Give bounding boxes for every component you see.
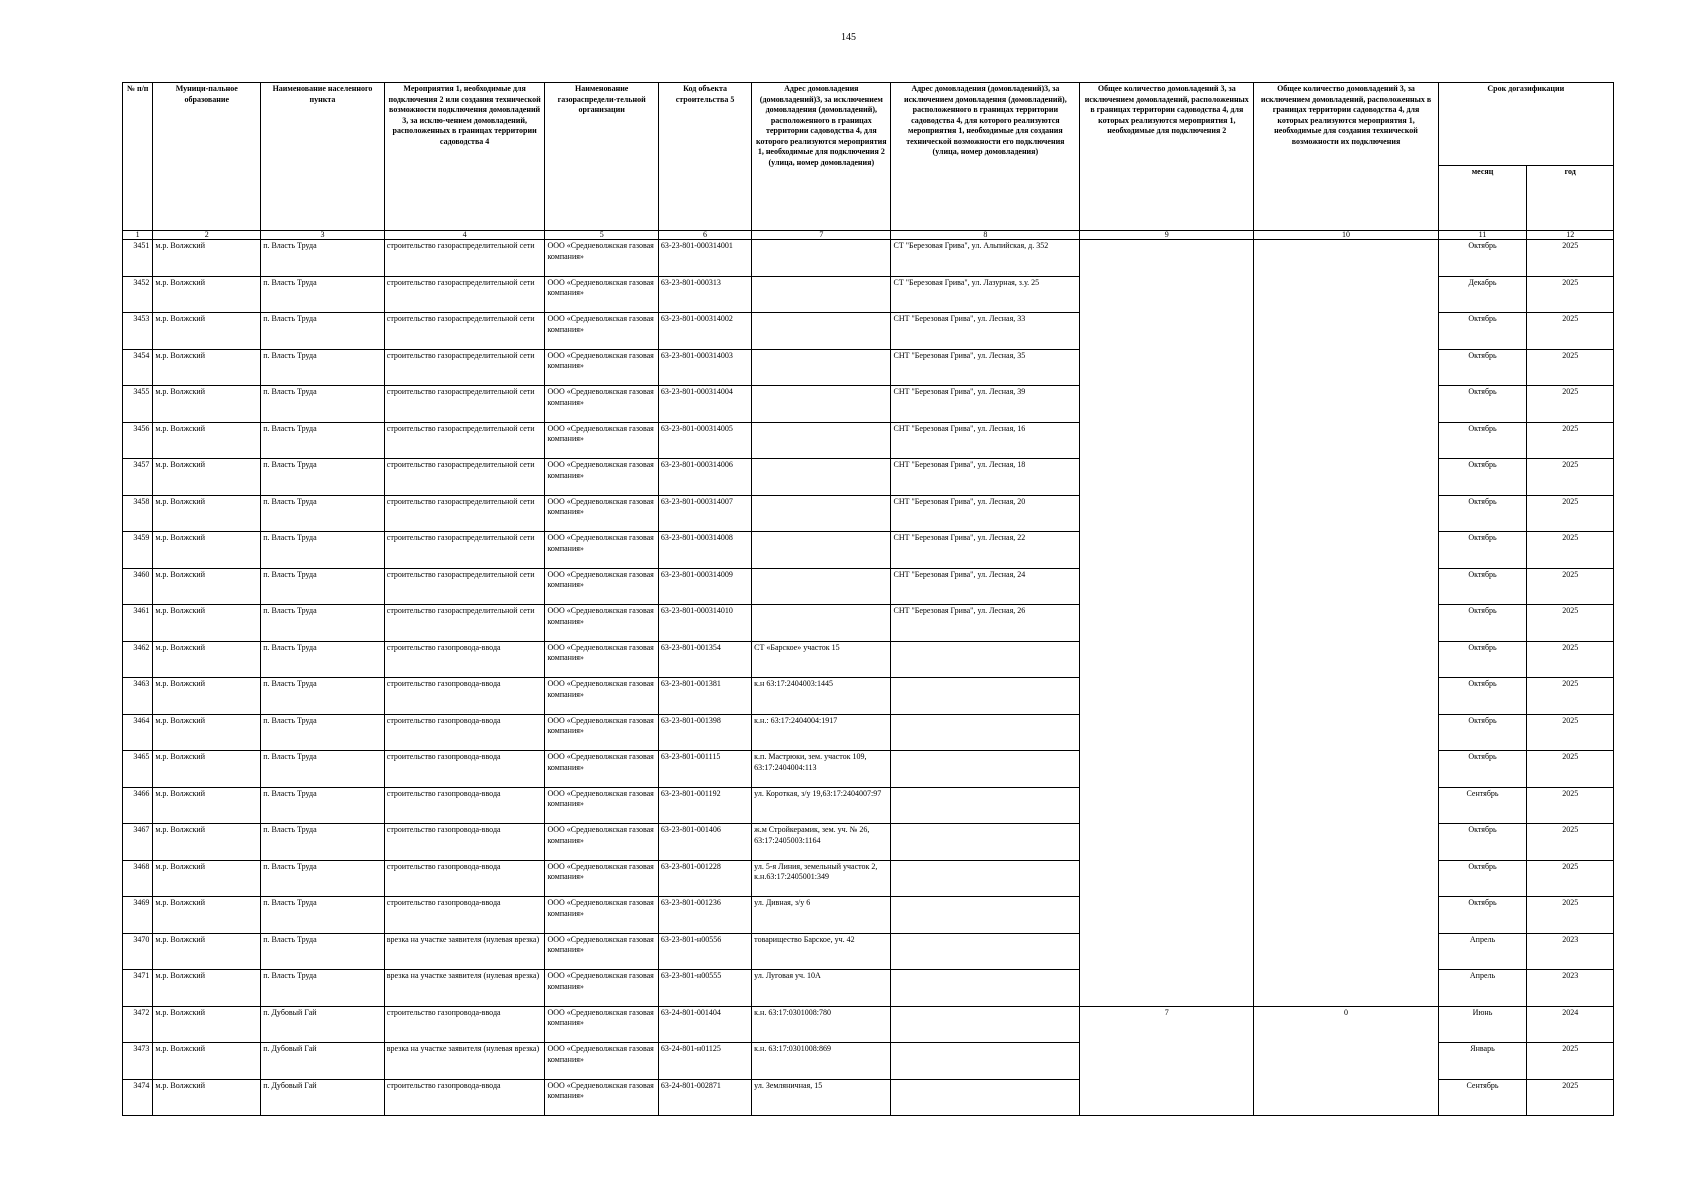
settlement-cell: п. Власть Труда (261, 349, 385, 386)
month-cell: Октябрь (1438, 824, 1527, 861)
header-address-technical: Адрес домовладения (домовладений)3, за исключением домовладения (домовладений), расположенного в границах территории садоводства 4, для которого реализуются мероприятия 1, необходимые для создания технической возможности его подключения (улица, номер домовладения) (891, 83, 1080, 231)
measure-cell: строительство газораспределительной сети (384, 240, 545, 277)
municipality-cell: м.р. Волжский (153, 276, 261, 313)
address-technical-cell (891, 824, 1080, 861)
address-connection-cell: к.н.: 63:17:2404004:1917 (752, 714, 891, 751)
organization-cell: ООО «Средневолжская газовая компания» (545, 1043, 658, 1080)
address-technical-cell (891, 714, 1080, 751)
address-technical-cell (891, 641, 1080, 678)
settlement-cell: п. Власть Труда (261, 933, 385, 970)
address-technical-cell: СНТ "Березовая Грива", ул. Лесная, 33 (891, 313, 1080, 350)
row-number: 3467 (123, 824, 153, 861)
row-number: 3458 (123, 495, 153, 532)
settlement-cell: п. Власть Труда (261, 605, 385, 642)
settlement-cell: п. Власть Труда (261, 714, 385, 751)
address-connection-cell: СТ «Барское» участок 15 (752, 641, 891, 678)
header-number: № п/п (123, 83, 153, 231)
month-cell: Октябрь (1438, 897, 1527, 934)
municipality-cell: м.р. Волжский (153, 641, 261, 678)
address-connection-cell: к.н. 63:17:0301008:869 (752, 1043, 891, 1080)
object-code-cell: 63-23-801-000314003 (658, 349, 751, 386)
object-code-cell: 63-23-801-001381 (658, 678, 751, 715)
measure-cell: строительство газопровода-ввода (384, 860, 545, 897)
organization-cell: ООО «Средневолжская газовая компания» (545, 349, 658, 386)
object-code-cell: 63-23-801-000314008 (658, 532, 751, 569)
address-technical-cell (891, 787, 1080, 824)
object-code-cell: 63-23-801-001228 (658, 860, 751, 897)
month-cell: Сентябрь (1438, 787, 1527, 824)
row-number: 3473 (123, 1043, 153, 1080)
month-cell: Октябрь (1438, 495, 1527, 532)
settlement-cell: п. Власть Труда (261, 386, 385, 423)
settlement-cell: п. Власть Труда (261, 568, 385, 605)
column-number: 6 (658, 231, 751, 240)
address-technical-cell: СНТ "Березовая Грива", ул. Лесная, 26 (891, 605, 1080, 642)
year-cell: 2025 (1527, 678, 1614, 715)
row-number: 3452 (123, 276, 153, 313)
object-code-cell: 63-23-801-000313 (658, 276, 751, 313)
object-code-cell: 63-23-801-001406 (658, 824, 751, 861)
address-technical-cell: СНТ "Березовая Грива", ул. Лесная, 18 (891, 459, 1080, 496)
row-number: 3456 (123, 422, 153, 459)
measure-cell: строительство газораспределительной сети (384, 495, 545, 532)
month-cell: Декабрь (1438, 276, 1527, 313)
month-cell: Октябрь (1438, 860, 1527, 897)
page-number: 145 (841, 32, 856, 43)
object-code-cell: 63-24-801-002871 (658, 1079, 751, 1116)
measure-cell: врезка на участке заявителя (нулевая врезка) (384, 1043, 545, 1080)
measure-cell: строительство газораспределительной сети (384, 532, 545, 569)
row-number: 3463 (123, 678, 153, 715)
month-cell: Октябрь (1438, 240, 1527, 277)
municipality-cell: м.р. Волжский (153, 349, 261, 386)
column-number: 8 (891, 231, 1080, 240)
measure-cell: строительство газопровода-ввода (384, 641, 545, 678)
municipality-cell: м.р. Волжский (153, 459, 261, 496)
month-cell: Январь (1438, 1043, 1527, 1080)
municipality-cell: м.р. Волжский (153, 422, 261, 459)
municipality-cell: м.р. Волжский (153, 897, 261, 934)
organization-cell: ООО «Средневолжская газовая компания» (545, 897, 658, 934)
object-code-cell: 63-23-801-н00556 (658, 933, 751, 970)
row-number: 3457 (123, 459, 153, 496)
header-address-connection: Адрес домовладения (домовладений)3, за исключением домовладения (домовладений), расположенного в границах территории садоводства 4, для которого реализуются мероприятия 1, необходимые для подключения 2 (улица, номер домовладения) (752, 83, 891, 231)
measure-cell: строительство газораспределительной сети (384, 459, 545, 496)
municipality-cell: м.р. Волжский (153, 970, 261, 1007)
address-connection-cell (752, 349, 891, 386)
row-number: 3461 (123, 605, 153, 642)
measure-cell: строительство газопровода-ввода (384, 897, 545, 934)
header-organization: Наименование газораспредели-тельной организации (545, 83, 658, 231)
row-number: 3471 (123, 970, 153, 1007)
month-cell: Октябрь (1438, 714, 1527, 751)
measure-cell: строительство газопровода-ввода (384, 1006, 545, 1043)
municipality-cell: м.р. Волжский (153, 824, 261, 861)
organization-cell: ООО «Средневолжская газовая компания» (545, 824, 658, 861)
row-number: 3465 (123, 751, 153, 788)
settlement-cell: п. Власть Труда (261, 787, 385, 824)
year-cell: 2023 (1527, 970, 1614, 1007)
municipality-cell: м.р. Волжский (153, 751, 261, 788)
row-number: 3454 (123, 349, 153, 386)
address-technical-cell: СНТ "Березовая Грива", ул. Лесная, 35 (891, 349, 1080, 386)
measure-cell: строительство газораспределительной сети (384, 605, 545, 642)
measure-cell: строительство газораспределительной сети (384, 276, 545, 313)
organization-cell: ООО «Средневолжская газовая компания» (545, 860, 658, 897)
address-technical-cell (891, 860, 1080, 897)
header-total-connection: Общее количество домовладений 3, за исключением домовладений, расположенных в границах территории садоводства 4, для которых реализуются мероприятия 1, необходимые для подключения 2 (1080, 83, 1254, 231)
object-code-cell: 63-23-801-000314005 (658, 422, 751, 459)
year-cell: 2023 (1527, 933, 1614, 970)
month-cell: Июнь (1438, 1006, 1527, 1043)
organization-cell: ООО «Средневолжская газовая компания» (545, 605, 658, 642)
address-technical-cell: СНТ "Березовая Грива", ул. Лесная, 22 (891, 532, 1080, 569)
column-number: 5 (545, 231, 658, 240)
address-connection-cell (752, 386, 891, 423)
year-cell: 2025 (1527, 276, 1614, 313)
municipality-cell: м.р. Волжский (153, 1079, 261, 1116)
row-number: 3455 (123, 386, 153, 423)
address-connection-cell (752, 313, 891, 350)
object-code-cell: 63-24-801-н01125 (658, 1043, 751, 1080)
column-number: 9 (1080, 231, 1254, 240)
settlement-cell: п. Власть Труда (261, 276, 385, 313)
table-row (123, 1006, 1614, 1043)
total-connection-cell: 7 (1080, 1006, 1254, 1116)
object-code-cell: 63-23-801-н00555 (658, 970, 751, 1007)
year-cell: 2025 (1527, 897, 1614, 934)
month-cell: Октябрь (1438, 459, 1527, 496)
settlement-cell: п. Власть Труда (261, 641, 385, 678)
year-cell: 2024 (1527, 1006, 1614, 1043)
measure-cell: строительство газораспределительной сети (384, 313, 545, 350)
table-body (123, 240, 1614, 1116)
organization-cell: ООО «Средневолжская газовая компания» (545, 240, 658, 277)
year-cell: 2025 (1527, 240, 1614, 277)
settlement-cell: п. Власть Труда (261, 860, 385, 897)
address-connection-cell (752, 459, 891, 496)
municipality-cell: м.р. Волжский (153, 1043, 261, 1080)
header-deadline: Срок догазификации (1438, 83, 1613, 166)
column-number: 1 (123, 231, 153, 240)
measure-cell: строительство газопровода-ввода (384, 751, 545, 788)
address-connection-cell: товарищество Барское, уч. 42 (752, 933, 891, 970)
column-number: 12 (1527, 231, 1614, 240)
month-cell: Октябрь (1438, 751, 1527, 788)
address-connection-cell: к.н 63:17:2404003:1445 (752, 678, 891, 715)
municipality-cell: м.р. Волжский (153, 1006, 261, 1043)
measure-cell: строительство газораспределительной сети (384, 349, 545, 386)
table-row (123, 240, 1614, 277)
object-code-cell: 63-23-801-000314001 (658, 240, 751, 277)
object-code-cell: 63-23-801-000314002 (658, 313, 751, 350)
municipality-cell: м.р. Волжский (153, 568, 261, 605)
address-technical-cell: СТ "Березовая Грива", ул. Лазурная, з.у. 25 (891, 276, 1080, 313)
month-cell: Апрель (1438, 933, 1527, 970)
year-cell: 2025 (1527, 824, 1614, 861)
organization-cell: ООО «Средневолжская газовая компания» (545, 1079, 658, 1116)
total-connection-cell (1080, 240, 1254, 1007)
municipality-cell: м.р. Волжский (153, 605, 261, 642)
header-month: месяц (1438, 166, 1527, 231)
settlement-cell: п. Власть Труда (261, 678, 385, 715)
organization-cell: ООО «Средневолжская газовая компания» (545, 276, 658, 313)
settlement-cell: п. Власть Труда (261, 495, 385, 532)
organization-cell: ООО «Средневолжская газовая компания» (545, 714, 658, 751)
month-cell: Сентябрь (1438, 1079, 1527, 1116)
month-cell: Октябрь (1438, 605, 1527, 642)
municipality-cell: м.р. Волжский (153, 313, 261, 350)
address-technical-cell: СНТ "Березовая Грива", ул. Лесная, 20 (891, 495, 1080, 532)
organization-cell: ООО «Средневолжская газовая компания» (545, 568, 658, 605)
municipality-cell: м.р. Волжский (153, 933, 261, 970)
address-technical-cell (891, 970, 1080, 1007)
object-code-cell: 63-23-801-000314010 (658, 605, 751, 642)
address-connection-cell: к.п. Мастрюки, зем. участок 109, 63:17:2404004:113 (752, 751, 891, 788)
address-technical-cell: СНТ "Березовая Грива", ул. Лесная, 16 (891, 422, 1080, 459)
year-cell: 2025 (1527, 532, 1614, 569)
object-code-cell: 63-23-801-001398 (658, 714, 751, 751)
month-cell: Октябрь (1438, 386, 1527, 423)
address-connection-cell (752, 605, 891, 642)
address-technical-cell (891, 1079, 1080, 1116)
total-technical-cell: 0 (1254, 1006, 1438, 1116)
settlement-cell: п. Власть Труда (261, 459, 385, 496)
row-number: 3451 (123, 240, 153, 277)
row-number: 3468 (123, 860, 153, 897)
measure-cell: строительство газораспределительной сети (384, 386, 545, 423)
organization-cell: ООО «Средневолжская газовая компания» (545, 970, 658, 1007)
measure-cell: строительство газопровода-ввода (384, 714, 545, 751)
address-connection-cell: ж.м Стройкерамик, зем. уч. № 26, 63:17:2405003:1164 (752, 824, 891, 861)
year-cell: 2025 (1527, 422, 1614, 459)
settlement-cell: п. Дубовый Гай (261, 1043, 385, 1080)
header-year: год (1527, 166, 1614, 231)
measure-cell: строительство газопровода-ввода (384, 824, 545, 861)
month-cell: Октябрь (1438, 422, 1527, 459)
year-cell: 2025 (1527, 787, 1614, 824)
address-technical-cell (891, 1043, 1080, 1080)
year-cell: 2025 (1527, 714, 1614, 751)
column-number: 7 (752, 231, 891, 240)
settlement-cell: п. Власть Труда (261, 970, 385, 1007)
settlement-cell: п. Власть Труда (261, 240, 385, 277)
month-cell: Октябрь (1438, 678, 1527, 715)
year-cell: 2025 (1527, 860, 1614, 897)
year-cell: 2025 (1527, 751, 1614, 788)
row-number: 3462 (123, 641, 153, 678)
row-number: 3460 (123, 568, 153, 605)
settlement-cell: п. Власть Труда (261, 313, 385, 350)
header-object-code: Код объекта строительства 5 (658, 83, 751, 231)
measure-cell: врезка на участке заявителя (нулевая врезка) (384, 933, 545, 970)
address-technical-cell (891, 678, 1080, 715)
column-number: 10 (1254, 231, 1438, 240)
row-number: 3472 (123, 1006, 153, 1043)
settlement-cell: п. Власть Труда (261, 751, 385, 788)
organization-cell: ООО «Средневолжская газовая компания» (545, 787, 658, 824)
year-cell: 2025 (1527, 495, 1614, 532)
settlement-cell: п. Дубовый Гай (261, 1079, 385, 1116)
header-total-technical: Общее количество домовладений 3, за исключением домовладений, расположенных в границах территории садоводства 4, для которых реализуются мероприятия 1, необходимые для создания технической возможности их подключения (1254, 83, 1438, 231)
column-number: 11 (1438, 231, 1527, 240)
object-code-cell: 63-23-801-001192 (658, 787, 751, 824)
settlement-cell: п. Власть Труда (261, 897, 385, 934)
row-number: 3466 (123, 787, 153, 824)
measure-cell: строительство газопровода-ввода (384, 678, 545, 715)
measure-cell: строительство газопровода-ввода (384, 1079, 545, 1116)
month-cell: Апрель (1438, 970, 1527, 1007)
month-cell: Октябрь (1438, 349, 1527, 386)
organization-cell: ООО «Средневолжская газовая компания» (545, 678, 658, 715)
municipality-cell: м.р. Волжский (153, 495, 261, 532)
year-cell: 2025 (1527, 1079, 1614, 1116)
address-technical-cell (891, 933, 1080, 970)
year-cell: 2025 (1527, 1043, 1614, 1080)
row-number: 3464 (123, 714, 153, 751)
year-cell: 2025 (1527, 313, 1614, 350)
gasification-table (122, 82, 1614, 1116)
year-cell: 2025 (1527, 605, 1614, 642)
address-connection-cell (752, 495, 891, 532)
row-number: 3459 (123, 532, 153, 569)
municipality-cell: м.р. Волжский (153, 532, 261, 569)
year-cell: 2025 (1527, 641, 1614, 678)
address-technical-cell: СНТ "Березовая Грива", ул. Лесная, 24 (891, 568, 1080, 605)
object-code-cell: 63-23-801-001115 (658, 751, 751, 788)
header-settlement: Наименование населенного пункта (261, 83, 385, 231)
measure-cell: строительство газораспределительной сети (384, 422, 545, 459)
month-cell: Октябрь (1438, 641, 1527, 678)
organization-cell: ООО «Средневолжская газовая компания» (545, 386, 658, 423)
address-connection-cell: ул. 5-я Линия, земельный участок 2, к.н.63:17:2405001:349 (752, 860, 891, 897)
measure-cell: строительство газораспределительной сети (384, 568, 545, 605)
municipality-cell: м.р. Волжский (153, 714, 261, 751)
object-code-cell: 63-23-801-000314007 (658, 495, 751, 532)
address-technical-cell (891, 897, 1080, 934)
column-numbers-row (123, 231, 1614, 240)
year-cell: 2025 (1527, 349, 1614, 386)
column-number: 2 (153, 231, 261, 240)
settlement-cell: п. Власть Труда (261, 532, 385, 569)
month-cell: Октябрь (1438, 568, 1527, 605)
address-connection-cell: ул. Дивная, з/у 6 (752, 897, 891, 934)
organization-cell: ООО «Средневолжская газовая компания» (545, 641, 658, 678)
year-cell: 2025 (1527, 568, 1614, 605)
object-code-cell: 63-24-801-001404 (658, 1006, 751, 1043)
address-connection-cell: ул. Короткая, з/у 19,63:17:2404007:97 (752, 787, 891, 824)
address-connection-cell: к.н. 63:17:0301008:780 (752, 1006, 891, 1043)
municipality-cell: м.р. Волжский (153, 787, 261, 824)
object-code-cell: 63-23-801-000314006 (658, 459, 751, 496)
address-connection-cell (752, 422, 891, 459)
address-connection-cell (752, 532, 891, 569)
row-number: 3474 (123, 1079, 153, 1116)
settlement-cell: п. Власть Труда (261, 422, 385, 459)
settlement-cell: п. Дубовый Гай (261, 1006, 385, 1043)
organization-cell: ООО «Средневолжская газовая компания» (545, 532, 658, 569)
total-technical-cell (1254, 240, 1438, 1007)
column-number: 4 (384, 231, 545, 240)
municipality-cell: м.р. Волжский (153, 386, 261, 423)
year-cell: 2025 (1527, 459, 1614, 496)
address-connection-cell (752, 568, 891, 605)
municipality-cell: м.р. Волжский (153, 678, 261, 715)
column-number: 3 (261, 231, 385, 240)
address-technical-cell (891, 751, 1080, 788)
address-technical-cell: СТ "Березовая Грива", ул. Альпийская, д. 352 (891, 240, 1080, 277)
organization-cell: ООО «Средневолжская газовая компания» (545, 313, 658, 350)
organization-cell: ООО «Средневолжская газовая компания» (545, 933, 658, 970)
organization-cell: ООО «Средневолжская газовая компания» (545, 422, 658, 459)
row-number: 3453 (123, 313, 153, 350)
measure-cell: строительство газопровода-ввода (384, 787, 545, 824)
municipality-cell: м.р. Волжский (153, 240, 261, 277)
header-measures: Мероприятия 1, необходимые для подключения 2 или создания технической возможности подключения домовладений 3, за исклю-чением домовладений, расположенных в границах территории садоводства 4 (384, 83, 545, 231)
measure-cell: врезка на участке заявителя (нулевая врезка) (384, 970, 545, 1007)
object-code-cell: 63-23-801-000314009 (658, 568, 751, 605)
header-municipality: Муници-пальное образование (153, 83, 261, 231)
municipality-cell: м.р. Волжский (153, 860, 261, 897)
address-connection-cell: ул. Луговая уч. 10А (752, 970, 891, 1007)
object-code-cell: 63-23-801-001354 (658, 641, 751, 678)
month-cell: Октябрь (1438, 313, 1527, 350)
address-technical-cell: СНТ "Березовая Грива", ул. Лесная, 39 (891, 386, 1080, 423)
row-number: 3470 (123, 933, 153, 970)
organization-cell: ООО «Средневолжская газовая компания» (545, 459, 658, 496)
row-number: 3469 (123, 897, 153, 934)
address-connection-cell (752, 240, 891, 277)
organization-cell: ООО «Средневолжская газовая компания» (545, 1006, 658, 1043)
year-cell: 2025 (1527, 386, 1614, 423)
organization-cell: ООО «Средневолжская газовая компания» (545, 751, 658, 788)
object-code-cell: 63-23-801-000314004 (658, 386, 751, 423)
object-code-cell: 63-23-801-001236 (658, 897, 751, 934)
address-connection-cell: ул. Земляничная, 15 (752, 1079, 891, 1116)
address-technical-cell (891, 1006, 1080, 1043)
address-connection-cell (752, 276, 891, 313)
settlement-cell: п. Власть Труда (261, 824, 385, 861)
organization-cell: ООО «Средневолжская газовая компания» (545, 495, 658, 532)
month-cell: Октябрь (1438, 532, 1527, 569)
